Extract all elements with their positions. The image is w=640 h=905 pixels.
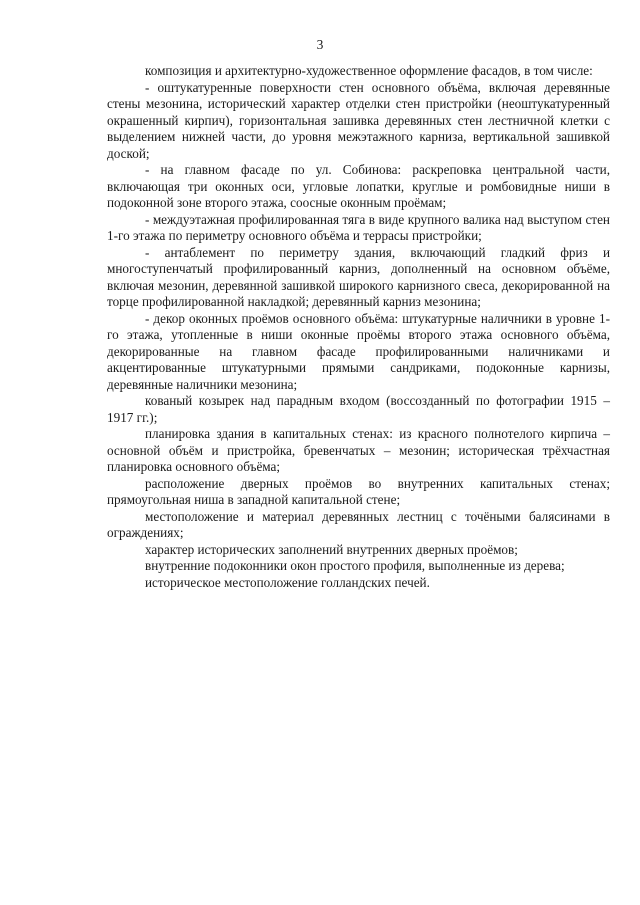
page-number: 3 [316,37,324,52]
paragraph: историческое местоположение голландских печей. [145,574,430,590]
paragraph: композиция и архитектурно-художественное оформление фасадов, в том числе: [145,63,593,78]
paragraph: кованый козырек над парадным входом (воссозданный по фотографии 1915 – 1917 гг.); [107,393,610,425]
paragraph: местоположение и материал деревянных лестниц с точёными балясинами в ограждениях; [107,508,610,540]
paragraph: - междуэтажная профилированная тяга в виде крупного валика над выступом стен 1-го этажа по периметру основного объёма и террасы пристройки; [107,211,610,243]
paragraph: расположение дверных проёмов во внутренних капитальных стенах; прямоугольная ниша в западной капитальной стене; [107,475,610,507]
paragraph: внутренние подоконники окон простого профиля, выполненные из дерева; [145,558,565,573]
paragraph: - антаблемент по периметру здания, включающий гладкий фриз и многоступенчатый профилированный карниз, дополненный на основном объёме, включая мезонин, деревянной зашивкой широкого карнизного свеса, декорированной на торце профилированной накладкой; деревянный карниз мезонина; [107,244,610,309]
document-body [107,63,610,591]
paragraph: - оштукатуренные поверхности стен основного объёма, включая деревянные стены мезонина, исторический характер отделки стен пристройки (неоштукатуренный окрашенный кирпич), горизонтальная зашивка деревянных стен лестничной клетки с выделением нижней части, до уровня межэтажного карниза, вертикальной зашивкой доской; [107,79,610,161]
paragraph: - на главном фасаде по ул. Собинова: раскреповка центральной части, включающая три оконных оси, угловые лопатки, круглые и ромбовидные ниши в подоконной зоне второго этажа, соосные оконным проёмам; [107,162,610,210]
paragraph: характер исторических заполнений внутренних дверных проёмов; [145,541,518,557]
paragraph: - декор оконных проёмов основного объёма: штукатурные наличники в уровне 1-го этажа, утопленные в ниши оконные проёмы второго этажа основного объёма, декорированные на главном фасаде профилированными наличниками и акцентированные штукатурными прямыми сандриками, подоконные карнизы, деревянные наличники мезонина; [107,310,610,392]
paragraph: планировка здания в капитальных стенах: из красного полнотелого кирпича – основной объём и пристройка, бревенчатых – мезонин; историческая трёхчастная планировка основного объёма; [107,426,610,474]
